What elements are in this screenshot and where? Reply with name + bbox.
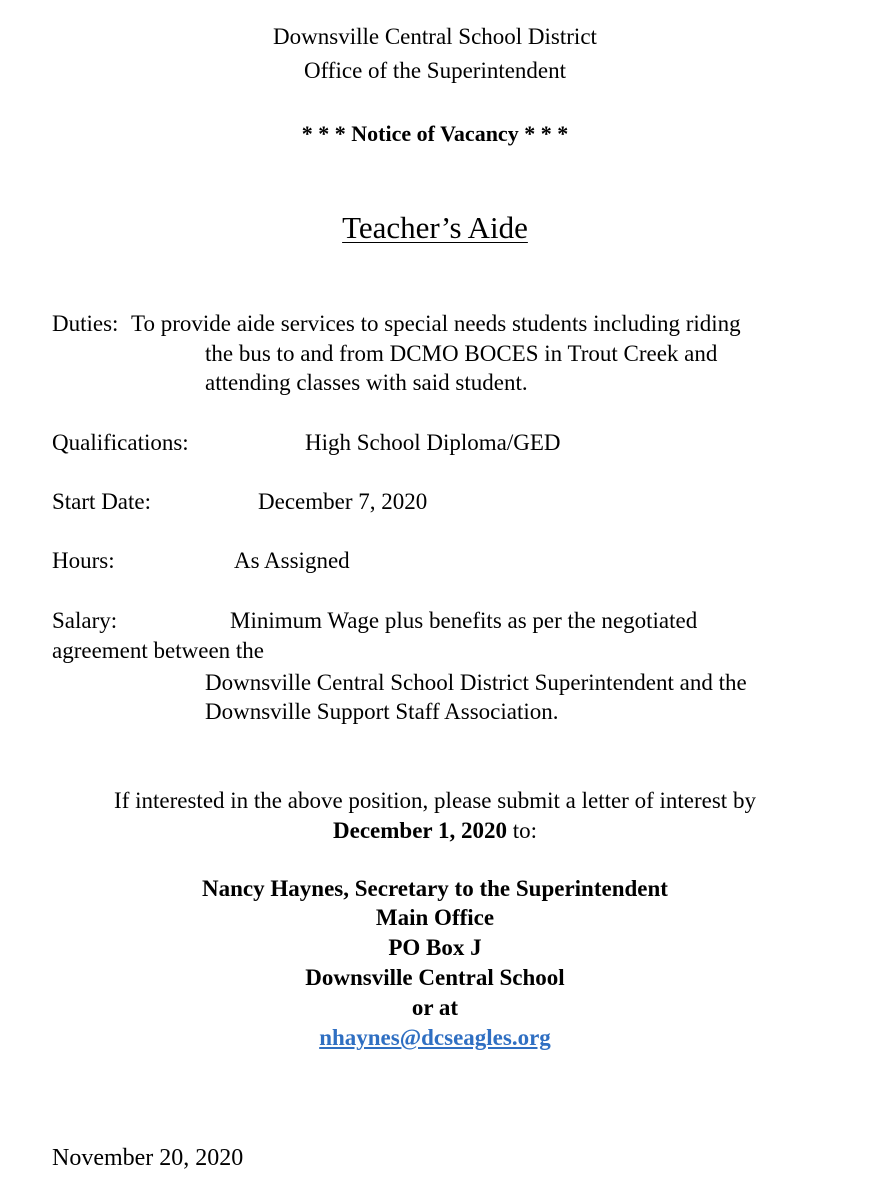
start-date-label: Start Date: [52,489,151,514]
contact-or-at: or at [411,995,459,1020]
qualifications-value: High School Diploma/GED [305,430,561,455]
apply-instructions: If interested in the above position, please submit a letter of interest by [114,788,756,813]
salary-value: Minimum Wage plus benefits as per the negotiated [230,608,698,633]
hours-label: Hours: [52,548,115,573]
duties-line-1: To provide aide services to special needs students including riding [131,311,741,336]
contact-school: Downsville Central School [305,965,565,990]
salary-label: Salary: [52,608,118,633]
contact-po-box: PO Box J [388,935,482,960]
contact-name: Nancy Haynes, Secretary to the Superintendent [202,876,668,901]
office-name: Office of the Superintendent [303,58,567,83]
duties-line-2: the bus to and from DCMO BOCES in Trout Creek and [205,341,718,366]
notice-heading: * * * Notice of Vacancy * * * [301,121,569,146]
district-name: Downsville Central School District [273,24,597,49]
start-date-value: December 7, 2020 [258,489,428,514]
salary-line-3: Downsville Support Staff Association. [205,699,559,724]
job-title: Teacher’s Aide [342,210,528,245]
email-link[interactable]: nhaynes@dcseagles.org [319,1025,551,1050]
salary-line-2: Downsville Central School District Superintendent and the [205,670,747,695]
apply-deadline-suffix: to: [506,818,537,843]
salary-line-1: agreement between the [52,638,264,663]
posted-date: November 20, 2020 [52,1145,244,1171]
duties-line-3: attending classes with said student. [205,370,528,395]
hours-value: As Assigned [234,548,350,573]
apply-deadline-line [0,816,870,846]
apply-deadline: December 1, 2020 [333,818,507,843]
duties-label: Duties: [52,311,119,336]
contact-email-line [0,1023,870,1053]
qualifications-label: Qualifications: [52,430,189,455]
contact-office: Main Office [375,905,495,930]
